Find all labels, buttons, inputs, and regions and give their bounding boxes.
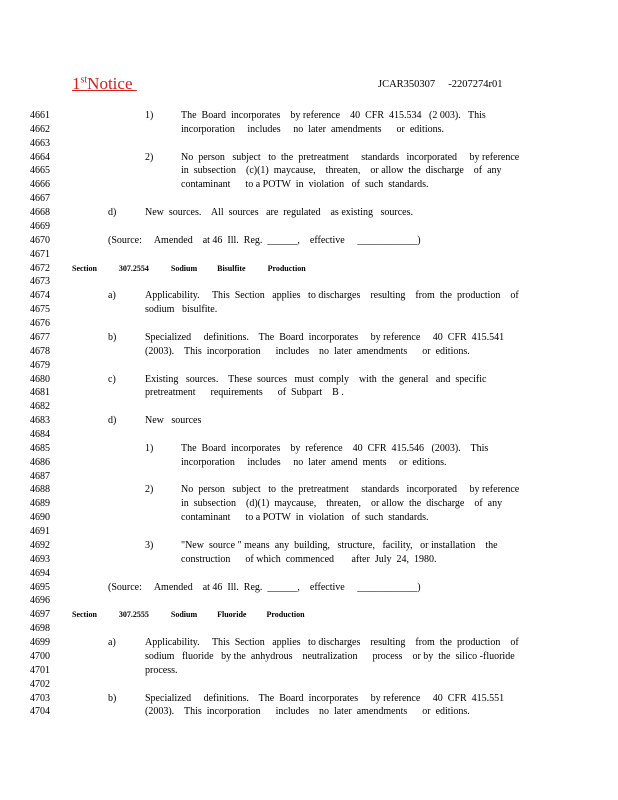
document-line [0, 664, 618, 678]
document-line [0, 594, 618, 608]
line-number: 4680 [30, 373, 50, 385]
line-number: 4699 [30, 637, 50, 649]
document-line [0, 206, 618, 220]
line-text: (Source: Amended at 46 Ill. Reg. ______, effective ____________) [108, 234, 421, 246]
line-number: 4677 [30, 331, 50, 343]
line-text: sodium fluoride by the anhydrous neutralization process or by the silico -fluoride [145, 650, 515, 662]
document-line [0, 511, 618, 525]
item-marker: b) [108, 692, 117, 704]
line-number: 4674 [30, 290, 50, 302]
document-line [0, 289, 618, 303]
document-line [0, 608, 618, 622]
document-line [0, 470, 618, 484]
line-text: "New source " means any building, structure, facility, or installation the [181, 539, 498, 551]
document-line [0, 151, 618, 165]
line-text: New sources. All sources are regulated as existing sources. [145, 207, 413, 219]
line-number: 4671 [30, 248, 50, 260]
line-number: 4693 [30, 553, 50, 565]
line-text: The Board incorporates by reference 40 CFR 415.546 (2003). This [181, 442, 489, 454]
section-heading: Section 307.2554 Sodium Bisulfite Production [72, 263, 306, 273]
line-text: in subsection (c)(1) maycause, threaten, or allow the discharge of any [181, 165, 502, 177]
line-number: 4698 [30, 623, 50, 635]
document-line [0, 123, 618, 137]
document-line [0, 442, 618, 456]
line-number: 4672 [30, 262, 50, 274]
line-text: Existing sources. These sources must comply with the general and specific [145, 373, 487, 385]
document-line [0, 650, 618, 664]
document-line [0, 400, 618, 414]
line-text: incorporation includes no later amendments or editions. [181, 123, 444, 135]
item-marker: 3) [145, 539, 154, 551]
line-number: 4688 [30, 484, 50, 496]
document-line [0, 525, 618, 539]
first-notice-heading [72, 74, 137, 94]
document-line [0, 137, 618, 151]
line-text: (2003). This incorporation includes no later amendments or editions. [145, 706, 470, 718]
document-line [0, 248, 618, 262]
document-line [0, 622, 618, 636]
document-line [0, 345, 618, 359]
document-line [0, 636, 618, 650]
item-marker: d) [108, 207, 117, 219]
line-text: construction of which commenced after July 24, 1980. [181, 553, 437, 565]
line-number: 4695 [30, 581, 50, 593]
notice-suffix: Notice [87, 74, 137, 93]
document-line [0, 567, 618, 581]
line-number: 4663 [30, 137, 50, 149]
line-number: 4661 [30, 110, 50, 121]
line-text: The Board incorporates by reference 40 CFR 415.534 (2 003). This [181, 110, 486, 121]
document-line [0, 705, 618, 719]
line-text: process. [145, 664, 178, 676]
notice-superscript: st [80, 74, 88, 86]
line-text: contaminant to a POTW in violation of such standards. [181, 179, 429, 191]
line-number: 4703 [30, 692, 50, 704]
line-number: 4668 [30, 207, 50, 219]
item-marker: c) [108, 373, 116, 385]
line-number: 4682 [30, 401, 50, 413]
line-number: 4701 [30, 664, 50, 676]
line-text: Specialized definitions. The Board incorporates by reference 40 CFR 415.541 [145, 331, 505, 343]
document-line [0, 373, 618, 387]
line-text: sodium bisulfite. [145, 304, 218, 316]
item-marker: a) [108, 637, 116, 649]
line-number: 4685 [30, 442, 50, 454]
line-text: contaminant to a POTW in violation of such standards. [181, 512, 429, 524]
document-line [0, 581, 618, 595]
line-number: 4675 [30, 304, 50, 316]
line-text: New sources [145, 415, 202, 427]
document-line [0, 178, 618, 192]
line-number: 4667 [30, 193, 50, 205]
document-line [0, 192, 618, 206]
line-number: 4681 [30, 387, 50, 399]
line-number: 4704 [30, 706, 50, 718]
line-number: 4673 [30, 276, 50, 288]
line-number: 4683 [30, 415, 50, 427]
item-marker: b) [108, 331, 117, 343]
line-number: 4697 [30, 609, 50, 621]
line-number: 4669 [30, 220, 50, 232]
document-line [0, 692, 618, 706]
item-marker: 2) [145, 484, 154, 496]
document-line [0, 220, 618, 234]
line-number: 4700 [30, 650, 50, 662]
document-line [0, 456, 618, 470]
line-number: 4687 [30, 470, 50, 482]
line-number: 4665 [30, 165, 50, 177]
document-id: JCAR350307 -2207274r01 [378, 79, 503, 90]
document-line [0, 428, 618, 442]
line-number: 4678 [30, 345, 50, 357]
document-line [0, 414, 618, 428]
line-text: pretreatment requirements of Subpart B . [145, 387, 344, 399]
document-line [0, 275, 618, 289]
document-line [0, 497, 618, 511]
item-marker: d) [108, 415, 117, 427]
section-heading: Section 307.2555 Sodium Fluoride Production [72, 610, 305, 620]
item-marker: 1) [145, 110, 154, 121]
line-number: 4702 [30, 678, 50, 690]
document-line [0, 553, 618, 567]
document-line [0, 331, 618, 345]
notice-prefix: 1 [72, 74, 81, 93]
line-number: 4664 [30, 151, 50, 163]
line-number: 4690 [30, 512, 50, 524]
document-line [0, 539, 618, 553]
document-line [0, 678, 618, 692]
item-marker: a) [108, 290, 116, 302]
line-number: 4689 [30, 498, 50, 510]
line-text: (Source: Amended at 46 Ill. Reg. ______, effective ____________) [108, 581, 421, 593]
item-marker: 1) [145, 442, 154, 454]
line-number: 4662 [30, 123, 50, 135]
document-line [0, 317, 618, 331]
line-number: 4686 [30, 456, 50, 468]
line-number: 4684 [30, 429, 50, 440]
document-line [0, 109, 618, 123]
line-number: 4676 [30, 318, 50, 330]
line-number: 4679 [30, 359, 50, 371]
line-text: Specialized definitions. The Board incorporates by reference 40 CFR 415.551 [145, 692, 505, 704]
document-line [0, 164, 618, 178]
line-text: incorporation includes no later amend ments or editions. [181, 456, 447, 468]
line-number: 4670 [30, 234, 50, 246]
line-text: No person subject to the pretreatment standards incorporated by reference [181, 484, 520, 496]
item-marker: 2) [145, 151, 154, 163]
line-number: 4666 [30, 179, 50, 191]
line-number: 4691 [30, 526, 50, 538]
line-text: in subsection (d)(1) maycause, threaten, or allow the discharge of any [181, 498, 503, 510]
document-line [0, 303, 618, 317]
line-number: 4694 [30, 567, 50, 579]
line-text: Applicability. This Section applies to discharges resulting from the production of [145, 637, 519, 649]
document-line [0, 483, 618, 497]
document-line [0, 262, 618, 276]
document-line [0, 234, 618, 248]
line-number: 4692 [30, 539, 50, 551]
line-text: No person subject to the pretreatment standards incorporated by reference [181, 151, 520, 163]
document-line [0, 386, 618, 400]
line-text: (2003). This incorporation includes no later amendments or editions. [145, 345, 470, 357]
line-number: 4696 [30, 595, 50, 607]
document-line [0, 359, 618, 373]
line-text: Applicability. This Section applies to discharges resulting from the production of [145, 290, 519, 302]
